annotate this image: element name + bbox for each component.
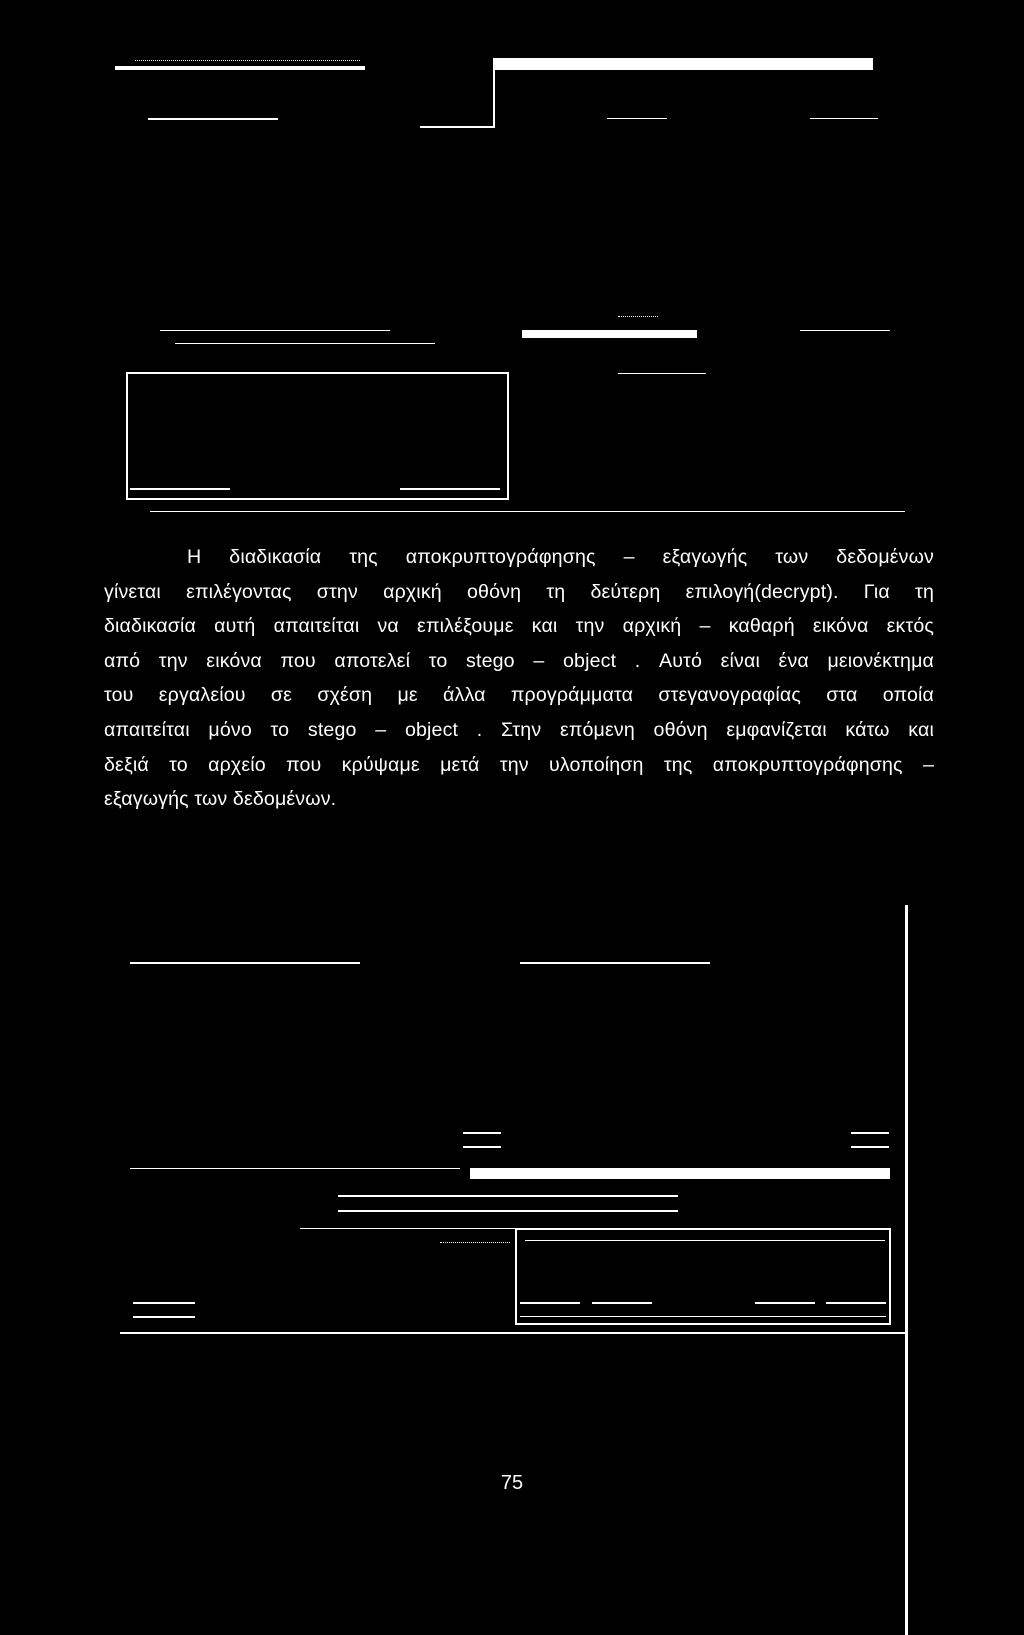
lower-dash-5 bbox=[755, 1302, 815, 1304]
upper-toolbar-dots bbox=[618, 316, 658, 317]
paragraph-line-4: από την εικόνα που αποτελεί το stego – object . Αυτό είναι ένα μειονέκτημα bbox=[104, 649, 934, 672]
lower-icon-left-1 bbox=[463, 1132, 501, 1134]
lower-dash-7 bbox=[520, 1316, 886, 1317]
upper-dash-1 bbox=[148, 118, 278, 120]
lower-dash-6 bbox=[826, 1302, 886, 1304]
lower-dash-2 bbox=[133, 1316, 195, 1318]
lower-toolbar-thin bbox=[130, 1168, 460, 1169]
upper-menu-line-1 bbox=[160, 330, 390, 331]
paragraph-line-7: δεξιά το αρχείο που κρύψαμε μετά την υλοποίηση της αποκρυπτογράφησης – bbox=[104, 753, 934, 776]
upper-window-bottom-edge bbox=[420, 126, 495, 128]
lower-row-1 bbox=[338, 1195, 678, 1197]
upper-dialog-dash-2 bbox=[400, 488, 500, 490]
lower-row-2 bbox=[338, 1210, 678, 1212]
paragraph-line-5: του εργαλείου σε σχέση με άλλα προγράμματα στεγανογραφίας στα οποία bbox=[104, 684, 934, 707]
lower-window-right-edge bbox=[905, 905, 908, 1635]
paragraph-line-8: εξαγωγής των δεδομένων. bbox=[104, 788, 337, 811]
paragraph-line-1: Η διαδικασία της αποκρυπτογράφησης – εξαγωγής των δεδομένων bbox=[187, 546, 934, 568]
lower-icon-right-2 bbox=[851, 1146, 889, 1148]
lower-dash-1 bbox=[133, 1302, 195, 1304]
upper-title-bar-right bbox=[493, 58, 873, 70]
upper-dash-3 bbox=[810, 118, 878, 119]
upper-toolbar-bar bbox=[522, 330, 697, 338]
upper-dialog-dash-1 bbox=[130, 488, 230, 490]
upper-dialog-box bbox=[126, 372, 509, 500]
lower-icon-right-1 bbox=[851, 1132, 889, 1134]
body-paragraph bbox=[104, 540, 934, 817]
lower-screenshot-bottom-border bbox=[120, 1332, 908, 1334]
upper-title-bar-left-text bbox=[135, 60, 360, 61]
upper-screenshot-bottom-border bbox=[150, 511, 905, 512]
upper-menu-line-4 bbox=[618, 373, 706, 374]
lower-menu-line-1 bbox=[130, 962, 360, 964]
lower-menu-line-2 bbox=[520, 962, 710, 964]
lower-icon-left-2 bbox=[463, 1146, 501, 1148]
paragraph-line-2: γίνεται επιλέγοντας στην αρχική οθόνη τη δεύτερη επιλογή(decrypt). Για τη bbox=[104, 580, 934, 603]
upper-title-bar-left bbox=[115, 66, 365, 70]
paragraph-line-3: διαδικασία αυτή απαιτείται να επιλέξουμε και την αρχική – καθαρή εικόνα εκτός bbox=[104, 615, 934, 638]
upper-menu-line-3 bbox=[800, 330, 890, 331]
lower-row-dots bbox=[440, 1242, 510, 1243]
lower-toolbar-bar bbox=[470, 1168, 890, 1179]
lower-dash-3 bbox=[520, 1302, 580, 1304]
paragraph-line-6: απαιτείται μόνο το stego – object . Στην επόμενη οθόνη εμφανίζεται κάτω και bbox=[104, 718, 934, 741]
lower-dialog-inner-line bbox=[525, 1240, 885, 1241]
lower-dialog-box bbox=[515, 1228, 891, 1325]
upper-dash-2 bbox=[607, 118, 667, 119]
upper-menu-line-2 bbox=[175, 343, 435, 344]
lower-dash-4 bbox=[592, 1302, 652, 1304]
upper-window-left-edge bbox=[493, 58, 495, 128]
page-number: 75 bbox=[500, 1472, 524, 1494]
